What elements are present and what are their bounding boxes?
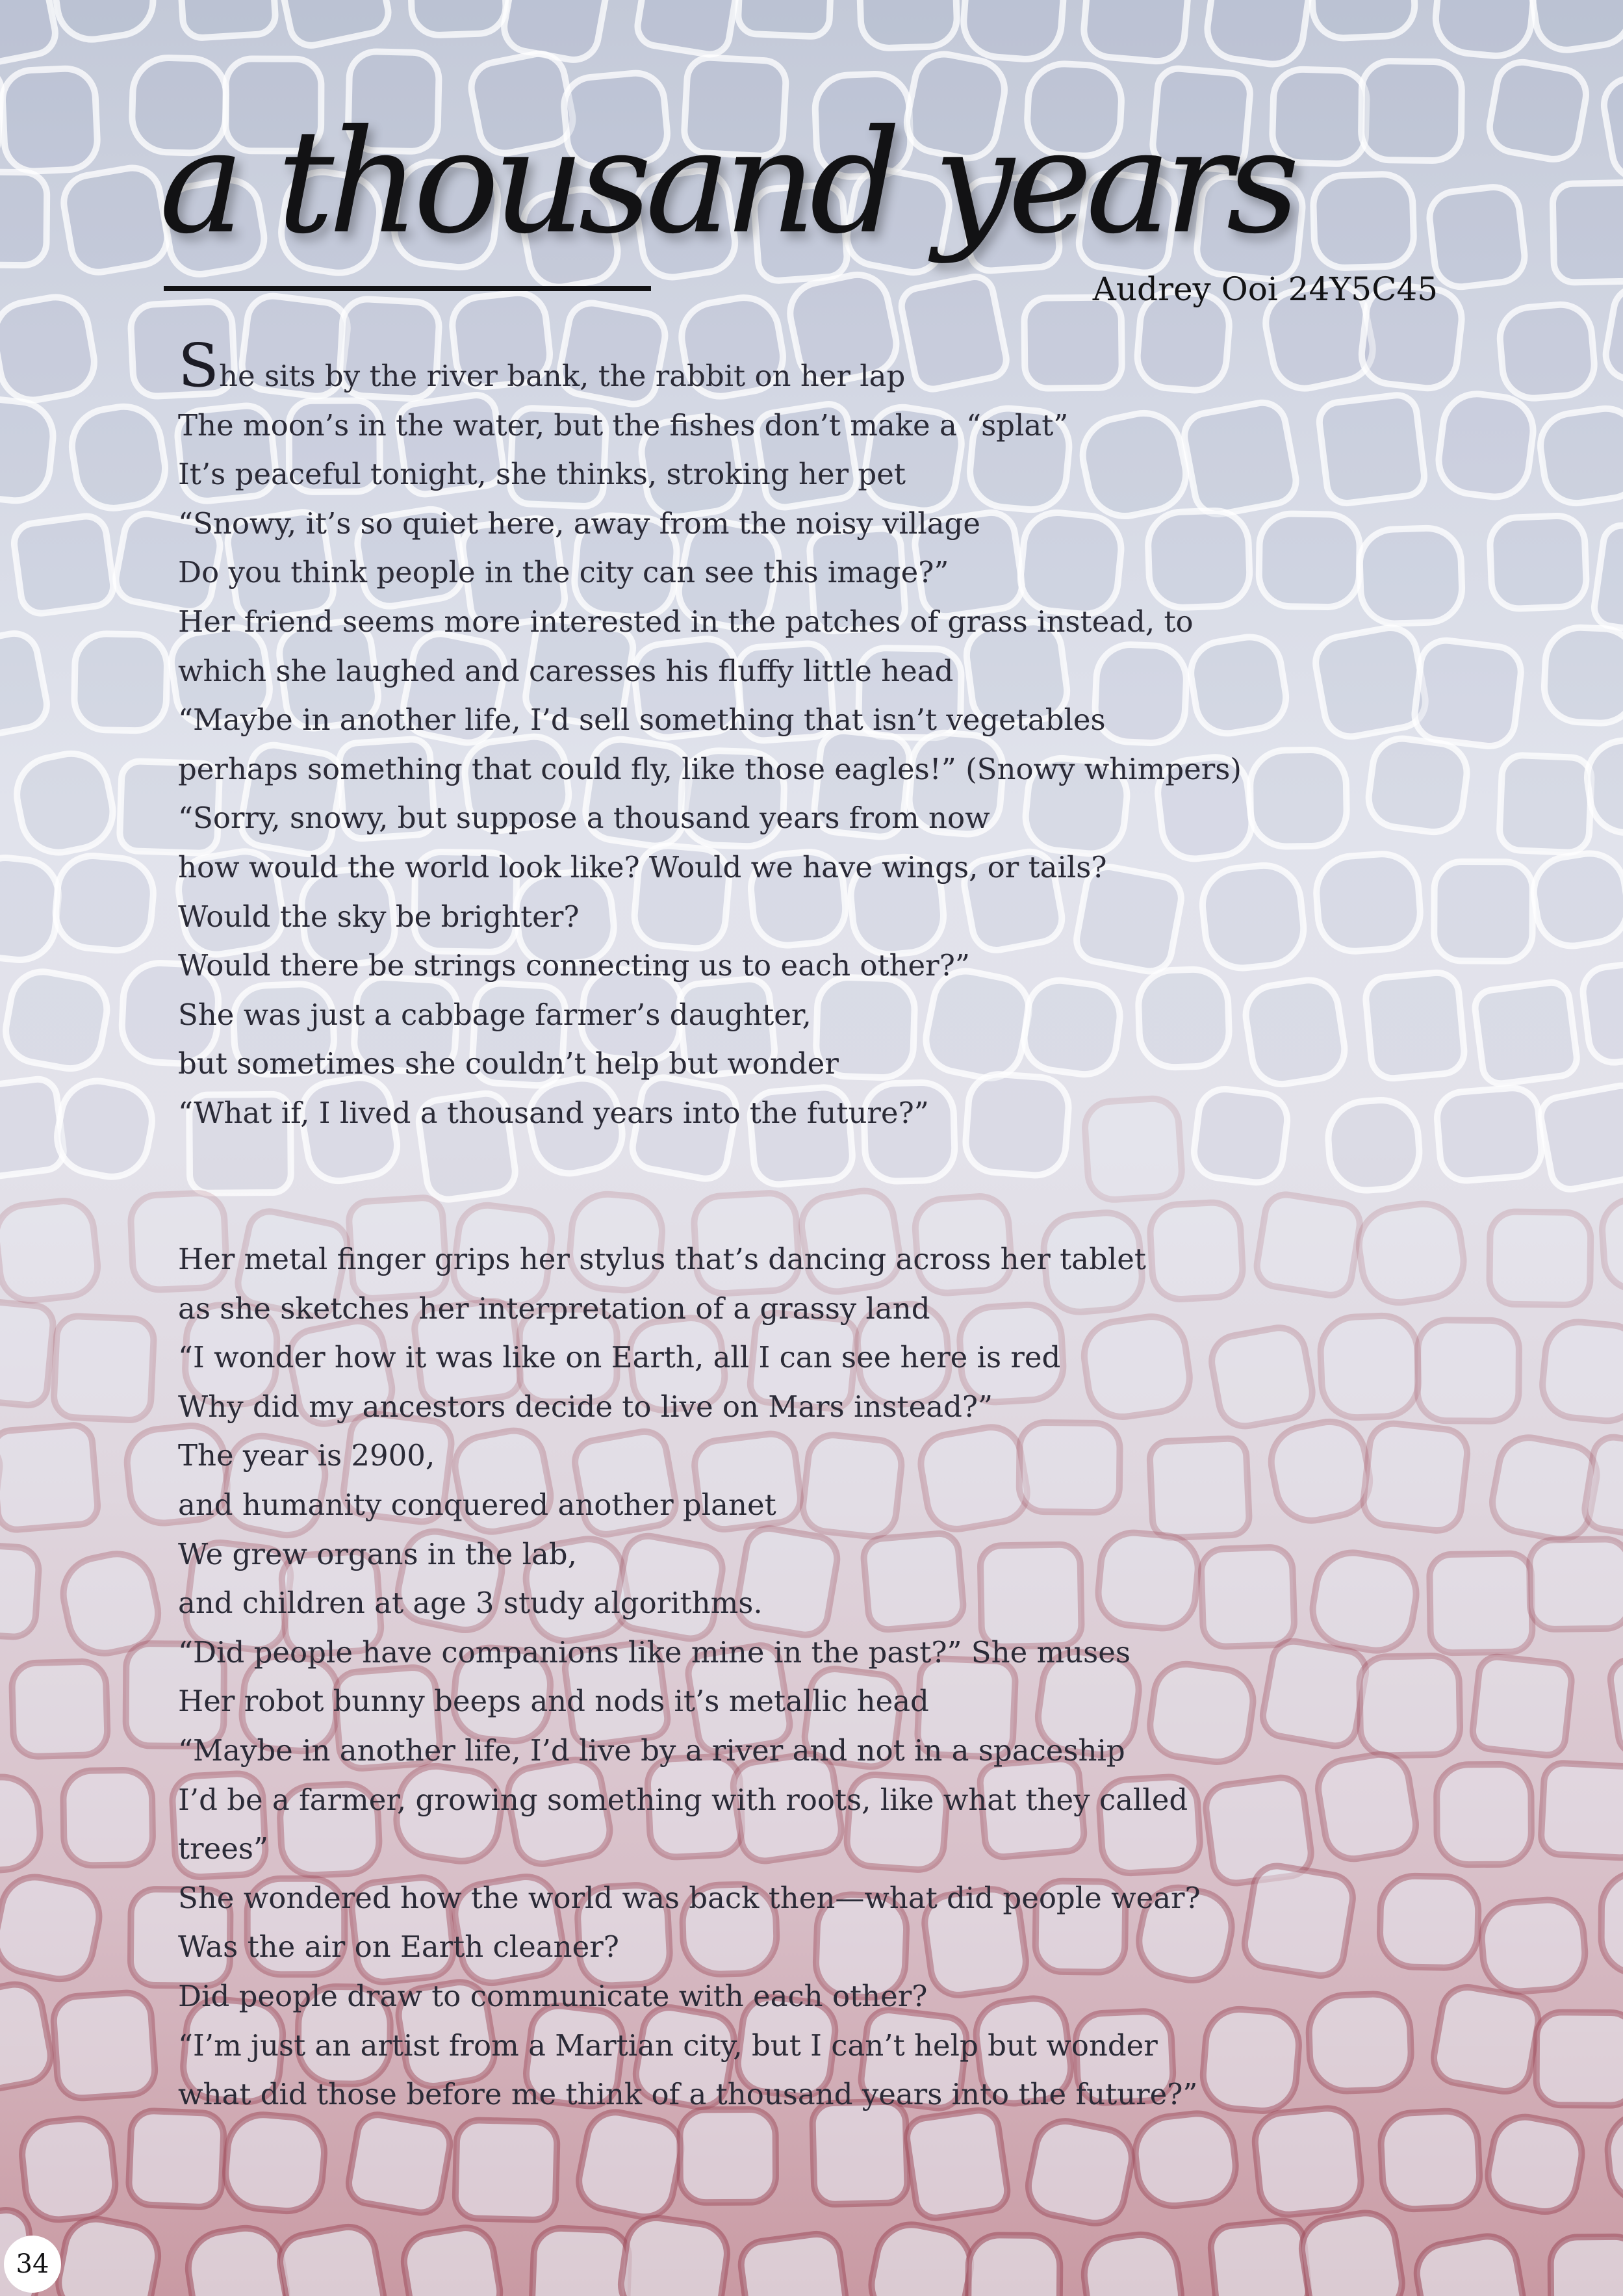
stanza-1 <box>178 331 1242 1138</box>
cobblestone-cell <box>48 0 158 44</box>
cobblestone-cell <box>1314 851 1422 953</box>
cobblestone-cell <box>1242 1863 1357 1979</box>
cobblestone-cell <box>1430 1983 1542 2095</box>
poem-line: Her robot bunny beeps and nods it’s metallic head <box>178 1684 929 1719</box>
cobblestone-cell <box>1203 0 1312 68</box>
poem-line: “Did people have companions like mine in the past?” She muses <box>178 1634 1131 1670</box>
cobblestone-cell <box>12 1661 109 1757</box>
cobblestone-cell <box>1326 1098 1422 1193</box>
cobblestone-cell <box>223 2112 327 2214</box>
poem-line: The moon’s in the water, but the fishes don’t make a “splat” <box>178 407 1069 443</box>
cobblestone-cell <box>1412 638 1524 749</box>
cobblestone-cell <box>1552 182 1623 283</box>
cobblestone-cell <box>0 395 57 504</box>
cobblestone-cell <box>1600 67 1623 182</box>
cobblestone-cell <box>0 1871 105 1985</box>
cobblestone-cell <box>183 2223 292 2296</box>
cobblestone-cell <box>1489 515 1587 610</box>
poem-line: Did people draw to communicate with each other? <box>178 1978 928 2013</box>
poem-line: We grew organs in the lab, <box>178 1536 577 1571</box>
cobblestone-cell <box>19 2116 118 2223</box>
cobblestone-cell <box>858 0 958 49</box>
cobblestone-cell <box>1471 1655 1573 1757</box>
cobblestone-cell <box>865 2219 977 2296</box>
cobblestone-cell <box>0 1424 99 1531</box>
poem-line: Would there be strings connecting us to each other?” <box>178 948 970 983</box>
cobblestone-cell <box>1023 2116 1137 2228</box>
cobblestone-cell <box>53 853 156 953</box>
cobblestone-cell <box>1080 2230 1186 2296</box>
poem-line: “What if, I lived a thousand years into the future?” <box>178 1095 929 1130</box>
cobblestone-cell <box>617 2214 731 2296</box>
title-underline <box>164 286 651 291</box>
cobblestone-cell <box>635 0 741 57</box>
poem-line: as she sketches her interpretation of a grassy land <box>178 1291 930 1326</box>
cobblestone-cell <box>1265 1415 1376 1527</box>
cobblestone-cell <box>66 401 170 513</box>
cobblestone-cell <box>1543 626 1623 725</box>
cobblestone-cell <box>1379 2109 1481 2210</box>
cobblestone-cell <box>904 2108 1010 2220</box>
cobblestone-cell <box>53 1315 155 1421</box>
cobblestone-cell <box>60 164 172 276</box>
cobblestone-cell <box>346 2111 453 2215</box>
cobblestone-cell <box>10 747 120 859</box>
cobblestone-cell <box>276 0 392 49</box>
cobblestone-cell <box>1601 1872 1623 1974</box>
poem-line: which she laughed and caresses his fluffy little head <box>178 653 954 688</box>
cobblestone-cell <box>1312 623 1430 741</box>
poem-line: but sometimes she couldn’t help but wonder <box>178 1046 839 1081</box>
cobblestone-cell <box>12 514 116 616</box>
cobblestone-cell <box>0 1543 40 1638</box>
cobblestone-cell <box>1310 0 1416 40</box>
cobblestone-cell <box>0 0 59 68</box>
author-byline: Audrey Ooi 24Y5C45 <box>1092 270 1438 308</box>
cobblestone-cell <box>0 1980 55 2095</box>
cobblestone-cell <box>1435 390 1537 501</box>
poem-line: The year is 2900, <box>178 1438 435 1473</box>
cobblestone-cell <box>574 2108 686 2222</box>
cobblestone-cell <box>1254 1192 1362 1298</box>
page-number: 34 <box>4 2236 61 2293</box>
cobblestone-cell <box>1307 1547 1422 1656</box>
cobblestone-cell <box>1526 0 1623 54</box>
cobblestone-cell <box>1361 61 1463 161</box>
cobblestone-cell <box>1320 1315 1420 1419</box>
poem-line: what did those before me think of a thousand years into the future?” <box>178 2077 1198 2112</box>
cobblestone-cell <box>531 2227 630 2296</box>
cobblestone-cell <box>1434 862 1533 961</box>
poem-line: “Sorry, snowy, but suppose a thousand years from now <box>178 801 990 836</box>
cobblestone-cell <box>1312 174 1414 268</box>
cobblestone-cell <box>53 2213 163 2296</box>
cobblestone-cell <box>1602 283 1623 391</box>
poem-line <box>178 331 1242 401</box>
cobblestone-cell <box>1082 0 1190 64</box>
poem-line: and children at age 3 study algorithms. <box>178 1586 763 1621</box>
poem-line: Do you think people in the city can see this image?” <box>178 555 949 590</box>
cobblestone-cell <box>0 172 47 265</box>
poem-line: She was just a cabbage farmer’s daughter, <box>178 997 812 1032</box>
cobblestone-cell <box>1600 1195 1623 1291</box>
cobblestone-cell <box>1361 1421 1470 1533</box>
cobblestone-cell <box>680 2109 776 2202</box>
poem-line: It’s peaceful tonight, she thinks, stroking her pet <box>178 457 906 492</box>
cobblestone-cell <box>1308 1993 1412 2093</box>
cobblestone-cell <box>500 0 611 64</box>
cobblestone-cell <box>74 633 168 730</box>
poem-line: Her metal finger grips her stylus that’s dancing across her tablet <box>178 1242 1146 1276</box>
cobblestone-cell <box>1412 2232 1527 2296</box>
poem-line: trees” <box>178 1831 268 1866</box>
cobblestone-cell <box>1260 1638 1370 1749</box>
cobblestone-cell <box>63 1770 153 1866</box>
cobblestone-cell <box>1536 2012 1623 2106</box>
cobblestone-cell <box>1417 1320 1519 1421</box>
cobblestone-cell <box>455 2120 557 2221</box>
cobblestone-cell <box>1132 2110 1240 2210</box>
poem-line: “I’m just an artist from a Martian city, but I can’t help but wonder <box>178 2028 1158 2063</box>
poem-title: a thousand years <box>159 99 1294 265</box>
cobblestone-cell <box>1473 981 1579 1086</box>
cobblestone-cell <box>275 2223 388 2296</box>
cobblestone-cell <box>1608 1650 1623 1757</box>
cobblestone-cell <box>1 68 99 173</box>
cobblestone-cell <box>0 292 99 405</box>
cobblestone-cell <box>51 1075 158 1183</box>
first-line-text: he sits by the river bank, the rabbit on her lap <box>219 359 906 393</box>
poem-line: Why did my ancestors decide to live on Mars instead?” <box>178 1389 993 1424</box>
cobblestone-cell <box>1540 1762 1623 1859</box>
poem-line: perhaps something that could fly, like those eagles!” (Snowy whimpers) <box>178 751 1242 786</box>
cobblestone-cell <box>0 1298 55 1407</box>
poem-line: “Snowy, it’s so quiet here, away from the noisy village <box>178 506 980 541</box>
cobblestone-cell <box>738 2231 849 2296</box>
cobblestone-cell <box>1487 1433 1602 1544</box>
cobblestone-cell <box>1259 513 1360 608</box>
cobblestone-cell <box>1379 1876 1479 1968</box>
cobblestone-cell <box>1489 1211 1591 1305</box>
cobblestone-cell <box>1433 0 1537 59</box>
cobblestone-cell <box>1580 958 1623 1065</box>
cobblestone-cell <box>1209 2219 1310 2296</box>
cobblestone-cell <box>52 1991 156 2100</box>
cobblestone-cell <box>961 0 1066 62</box>
cobblestone-cell <box>0 1774 43 1874</box>
cobblestone-cell <box>1201 1547 1295 1647</box>
cobblestone-cell <box>178 0 276 39</box>
cobblestone-cell <box>400 2224 504 2296</box>
cobblestone-cell <box>1483 2111 1587 2217</box>
cobblestone-cell <box>1359 527 1463 625</box>
cobblestone-cell <box>1499 755 1592 853</box>
cobblestone-cell <box>128 2110 224 2208</box>
cobblestone-cell <box>1365 735 1470 836</box>
poem-line: and humanity conquered another planet <box>178 1487 776 1522</box>
poem-line: Would the sky be brighter? <box>178 899 580 934</box>
cobblestone-cell <box>1297 2209 1406 2296</box>
poem-line: She wondered how the world was back then—what did people wear? <box>178 1880 1201 1915</box>
cobblestone-cell <box>1498 302 1597 401</box>
poem-line: “Maybe in another life, I’d live by a river and not in a spaceship <box>178 1733 1125 1768</box>
poem-line: “I wonder how it was like on Earth, all I can see here is red <box>178 1340 1061 1375</box>
cobblestone-cell <box>1538 1083 1623 1193</box>
cobblestone-cell <box>1364 971 1466 1080</box>
cobblestone-cell <box>1435 1086 1543 1182</box>
cobblestone-cell <box>1486 58 1591 164</box>
cobblestone-cell <box>0 630 51 742</box>
poem-line: how would the world look like? Would we have wings, or tails? <box>178 849 1107 884</box>
cobblestone-cell <box>1242 976 1349 1089</box>
cobblestone-cell <box>1529 849 1623 951</box>
cobblestone-cell <box>1605 2108 1623 2206</box>
cobblestone-cell <box>0 1198 101 1303</box>
cobblestone-cell <box>1253 2106 1364 2217</box>
poem-line: “Maybe in another life, I’d sell something that isn’t vegetables <box>178 703 1106 738</box>
cobblestone-cell <box>1437 1764 1531 1865</box>
cobblestone-cell <box>1354 1199 1468 1308</box>
poem-line: Her friend seems more interested in the patches of grass instead, to <box>178 604 1194 639</box>
cobblestone-cell <box>1314 1750 1420 1863</box>
cobblestone-cell <box>1529 1539 1623 1629</box>
cobblestone-cell <box>1 966 112 1074</box>
cobblestone-cell <box>1429 1553 1533 1653</box>
cobblestone-cell <box>1208 1324 1317 1430</box>
cobblestone-cell <box>1550 2237 1623 2296</box>
cobblestone-cell <box>1359 1655 1461 1756</box>
cobblestone-cell <box>409 0 507 36</box>
cobblestone-cell <box>1317 393 1426 506</box>
cobblestone-cell <box>1427 185 1527 290</box>
cobblestone-cell <box>737 0 832 37</box>
cobblestone-cell <box>1536 404 1623 507</box>
cobblestone-cell <box>1249 749 1347 847</box>
poem-line: Was the air on Earth cleaner? <box>178 1929 619 1965</box>
cobblestone-cell <box>1592 523 1623 638</box>
cobblestone-cell <box>1479 1898 1588 1994</box>
poem-line: I’d be a farmer, growing something with roots, like what they called <box>178 1782 1188 1817</box>
drop-cap: S <box>178 331 220 400</box>
cobblestone-cell <box>968 2235 1060 2296</box>
cobblestone-cell <box>1201 2007 1301 2113</box>
cobblestone-cell <box>1540 1319 1623 1424</box>
stanza-2 <box>178 1235 1201 2119</box>
